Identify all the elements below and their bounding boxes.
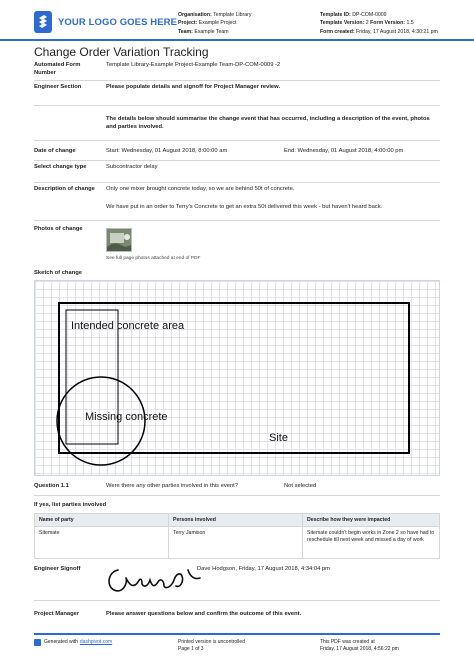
project-manager-value: Please answer questions below and confirm the outcome of this event. (106, 611, 302, 617)
divider (34, 495, 440, 496)
parties-table (34, 513, 440, 559)
footer-created-line1: This PDF was created at (320, 639, 375, 645)
column-header: Persons involved (169, 514, 303, 527)
sketch-canvas[interactable] (34, 280, 440, 476)
footer-link[interactable]: dashpivot.com (79, 639, 113, 645)
date-of-change-row (34, 148, 440, 158)
header-meta-org (178, 11, 251, 36)
company-logo (34, 11, 177, 33)
engineer-signoff-label: Engineer Signoff (34, 566, 81, 572)
sketch-label: Sketch of change (34, 270, 82, 276)
team-value: Example Team (194, 28, 229, 35)
logo-icon (34, 11, 52, 33)
question-answer: Not selected (284, 483, 317, 489)
footer-generated-prefix: Generated with (44, 639, 78, 645)
automated-form-number-label: Automated Form Number (34, 62, 81, 76)
project-value: Example Project (198, 20, 237, 27)
project-manager-row (34, 611, 440, 629)
change-type-row (34, 164, 440, 180)
footer-generated (34, 639, 112, 646)
photos-caption: See full page photos attached at end of PDF (106, 256, 201, 261)
automated-form-number-row (34, 62, 440, 78)
team-label: Team: (178, 28, 193, 35)
table-header-row (35, 514, 440, 527)
table-row (35, 527, 440, 559)
template-version-value: 2 (365, 20, 369, 27)
sketch-text-site: Site (269, 432, 288, 444)
change-type-label: Select change type (34, 164, 87, 170)
divider (34, 105, 440, 106)
engineer-signoff-row (34, 566, 440, 584)
photos-label: Photos of change (34, 226, 83, 232)
engineer-section-value: Please populate details and signoff for Project Manager review. (106, 84, 281, 90)
column-header: Describe how they were impacted (303, 514, 440, 527)
form-created-value: Friday, 17 August 2018, 4:30:21 pm (356, 28, 438, 35)
table-cell: Sitemate (35, 527, 169, 559)
footer-created (320, 639, 399, 653)
divider (34, 80, 440, 81)
engineer-section-row (34, 84, 440, 100)
sketch-drawing (35, 281, 441, 477)
photos-row (34, 226, 440, 244)
form-created-label: Form created: (320, 28, 355, 35)
form-version-value: 1.5 (406, 20, 414, 27)
change-type-value: Subcontractor delay (106, 164, 158, 170)
date-of-change-label: Date of change (34, 148, 76, 154)
automated-form-number-value: Template Library-Example Project-Example Team-DP-COM-0009 -2 (106, 62, 281, 68)
footer-created-line2: Friday, 17 August 2018, 4:56:22 pm (320, 646, 399, 653)
page-header (0, 0, 474, 41)
sketch-text-intended: Intended concrete area (71, 320, 185, 332)
form-version-label: Form Version: (370, 20, 405, 27)
page-footer (34, 633, 440, 653)
parties-heading: If yes, list parties involved (34, 502, 107, 508)
template-id-value: DP-COM-0009 (352, 12, 387, 18)
project-manager-label: Project Manager (34, 611, 80, 617)
organisation-label: Organisation: (178, 12, 212, 18)
signature-image (104, 564, 202, 596)
date-end-value: End: Wednesday, 01 August 2018, 4:00:00 pm (284, 148, 404, 154)
header-meta-template (320, 11, 438, 36)
description-paragraph-1: Only one mixer brought concrete today, so we are behind 50t of concrete. (106, 186, 295, 192)
sketch-text-missing: Missing concrete (85, 411, 168, 423)
dashpivot-icon (34, 639, 41, 646)
table-cell: Terry Jamison (169, 527, 303, 559)
description-paragraph-2: We have put in an order to Terry's Concrete to get an extra 50t delivered this week - but haven't heard back. (106, 204, 383, 210)
page-title: Change Order Variation Tracking (34, 45, 209, 59)
divider (34, 182, 440, 183)
question-text: Were there any other parties involved in this event? (106, 483, 239, 489)
question-label: Question 1.1 (34, 483, 69, 489)
divider (34, 220, 440, 221)
instructions-row (34, 116, 440, 132)
column-header: Name of party (35, 514, 169, 527)
organisation-value: Template Library (213, 12, 252, 18)
divider (34, 140, 440, 141)
engineer-section-label: Engineer Section (34, 84, 82, 90)
template-id-label: Template ID: (320, 12, 351, 18)
template-version-label: Template Version: (320, 20, 365, 27)
description-row (34, 186, 440, 216)
engineer-signoff-value: Dave Hodgson, Friday, 17 August 2018, 4:34:04 pm (197, 566, 330, 572)
question-row (34, 483, 440, 493)
project-label: Project: (178, 20, 198, 27)
footer-printed-line1: Printed version is uncontrolled (178, 639, 245, 645)
footer-printed (178, 639, 245, 653)
footer-page-number: Page 1 of 3 (178, 646, 204, 653)
divider (34, 160, 440, 161)
table-cell: Sitemate couldn't begin works in Zone 2 so have had to reschedule till next week and missed a day of work (303, 527, 440, 559)
description-label: Description of change (34, 186, 95, 192)
logo-text: YOUR LOGO GOES HERE (58, 16, 178, 28)
instructions-text: The details below should summarise the change event that has occurred, including a description of the event, photos and parties involved. (106, 116, 430, 130)
change-photo-thumbnail[interactable] (106, 228, 132, 252)
divider (34, 600, 440, 601)
date-start-value: Start: Wednesday, 01 August 2018, 8:00:00 am (106, 148, 228, 154)
